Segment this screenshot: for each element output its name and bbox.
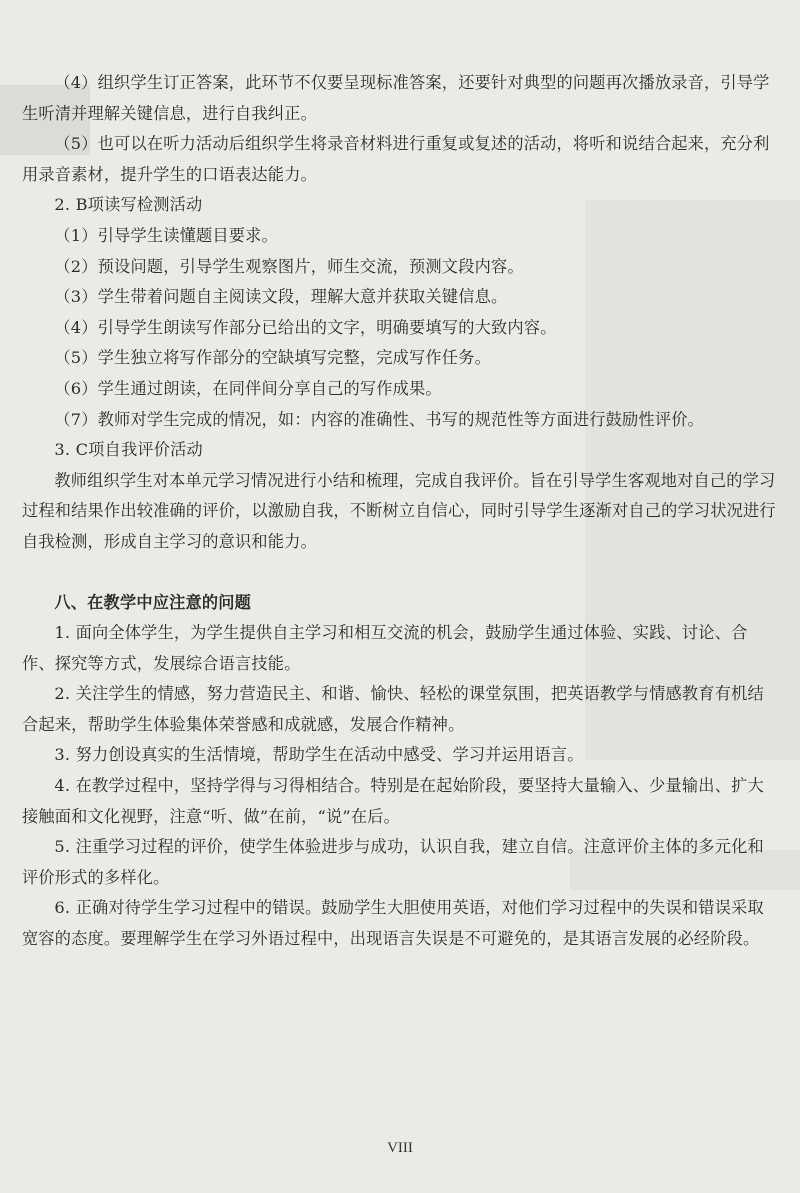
paragraph: 2. B项读写检测活动: [54, 195, 203, 215]
paragraph: （4）引导学生朗读写作部分已给出的文字，明确要填写的大致内容。: [54, 317, 557, 337]
paragraph: （2）预设问题，引导学生观察图片，师生交流，预测文段内容。: [54, 256, 524, 276]
paragraph: 1. 面向全体学生，为学生提供自主学习和相互交流的机会，鼓励学生通过体验、实践、讨论、合作、探究等方式，发展综合语言技能。: [22, 623, 748, 673]
paragraph: 3. 努力创设真实的生活情境，帮助学生在活动中感受、学习并运用语言。: [54, 745, 584, 765]
paragraph: 4. 在教学过程中，坚持学得与习得相结合。特别是在起始阶段，要坚持大量输入、少量输出、扩大接触面和文化视野，注意“听、做”在前，“说”在后。: [22, 776, 764, 826]
paragraph: 5. 注重学习过程的评价，使学生体验进步与成功，认识自我，建立自信。注意评价主体的多元化和评价形式的多样化。: [22, 837, 764, 887]
paragraph: 3. C项自我评价活动: [54, 440, 203, 460]
paragraph: （6）学生通过朗读，在同伴间分享自己的写作成果。: [54, 378, 442, 398]
page-number: VIII: [387, 1140, 413, 1156]
paragraph: （5）学生独立将写作部分的空缺填写完整，完成写作任务。: [54, 348, 491, 368]
paragraph: （3）学生带着问题自主阅读文段，理解大意并获取关键信息。: [54, 287, 508, 307]
section-spacer: [22, 558, 780, 588]
paragraph: 教师组织学生对本单元学习情况进行小结和梳理，完成自我评价。旨在引导学生客观地对自己的学习过程和结果作出较准确的评价，以激励自我，不断树立自信心，同时引导学生逐渐对自己的学习状况进行自我检测，形成自主学习的意识和能力。: [22, 470, 776, 551]
paragraph: （4）组织学生订正答案，此环节不仅要呈现标准答案，还要针对典型的问题再次播放录音，引导学生听清并理解关键信息，进行自我纠正。: [22, 73, 770, 123]
paragraph: 2. 关注学生的情感，努力营造民主、和谐、愉快、轻松的课堂氛围，把英语教学与情感教育有机结合起来，帮助学生体验集体荣誉感和成就感，发展合作精神。: [22, 684, 764, 734]
section-heading: 八、在教学中应注意的问题: [54, 592, 252, 612]
main-text: [22, 68, 780, 955]
paragraph: （7）教师对学生完成的情况，如：内容的准确性、书写的规范性等方面进行鼓励性评价。: [54, 409, 704, 429]
paragraph: 6. 正确对待学生学习过程中的错误。鼓励学生大胆使用英语，对他们学习过程中的失误和错误采取宽容的态度。要理解学生在学习外语过程中，出现语言失误是不可避免的，是其语言发展的必经阶段。: [22, 898, 764, 949]
paragraph: （1）引导学生读懂题目要求。: [54, 225, 278, 245]
paragraph: （5）也可以在听力活动后组织学生将录音材料进行重复或复述的活动，将听和说结合起来，充分利用录音素材，提升学生的口语表达能力。: [22, 134, 770, 184]
